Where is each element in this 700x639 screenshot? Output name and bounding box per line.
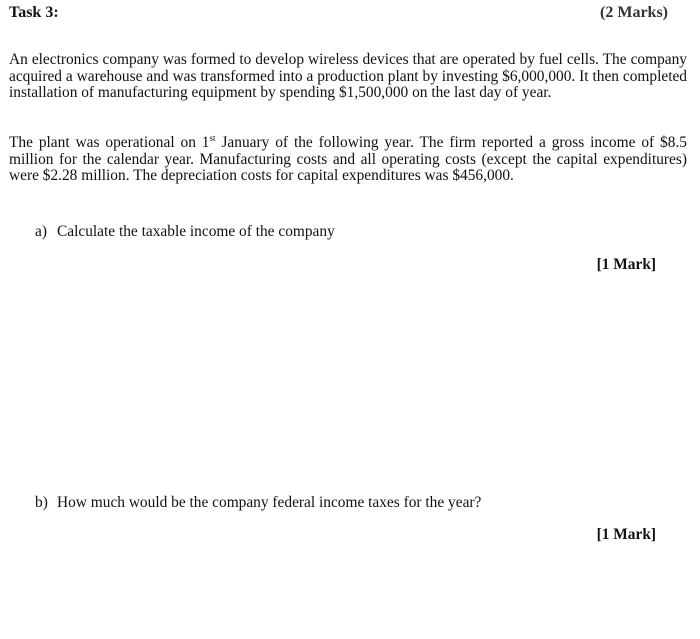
question-b-text: How much would be the company federal income taxes for the year? xyxy=(57,494,482,511)
question-a-letter: a) xyxy=(35,223,47,240)
question-b xyxy=(35,494,481,512)
question-a-text: Calculate the taxable income of the company xyxy=(57,223,335,240)
question-a xyxy=(35,223,335,241)
question-b-mark: [1 Mark] xyxy=(596,526,656,543)
task-title: Task 3: xyxy=(9,4,59,21)
question-a-mark: [1 Mark] xyxy=(596,256,656,273)
paragraph-2-end: January of the following year. The firm reported a gross income of $8.5 million for the calendar year. Manufacturing costs and all operating costs (except the capital expenditures) were $2.28 million. The depreciation costs for capital expenditures was $456,000. xyxy=(9,134,687,185)
task-marks: (2 Marks) xyxy=(600,4,668,21)
paragraph-2-start: The plant was operational on 1 xyxy=(9,134,210,151)
question-a-answer-area[interactable] xyxy=(9,285,689,480)
problem-paragraph-2 xyxy=(9,135,687,185)
question-b-answer-area[interactable] xyxy=(9,555,689,635)
problem-paragraph-1: An electronics company was formed to develop wireless devices that are operated by fuel cells. The company acquired a warehouse and was transformed into a production plant by investing $6,000,000. It then completed installation of manufacturing equipment by spending $1,500,000 on the last day of year. xyxy=(9,51,687,102)
question-b-letter: b) xyxy=(35,494,48,511)
ordinal-superscript: st xyxy=(209,133,216,143)
